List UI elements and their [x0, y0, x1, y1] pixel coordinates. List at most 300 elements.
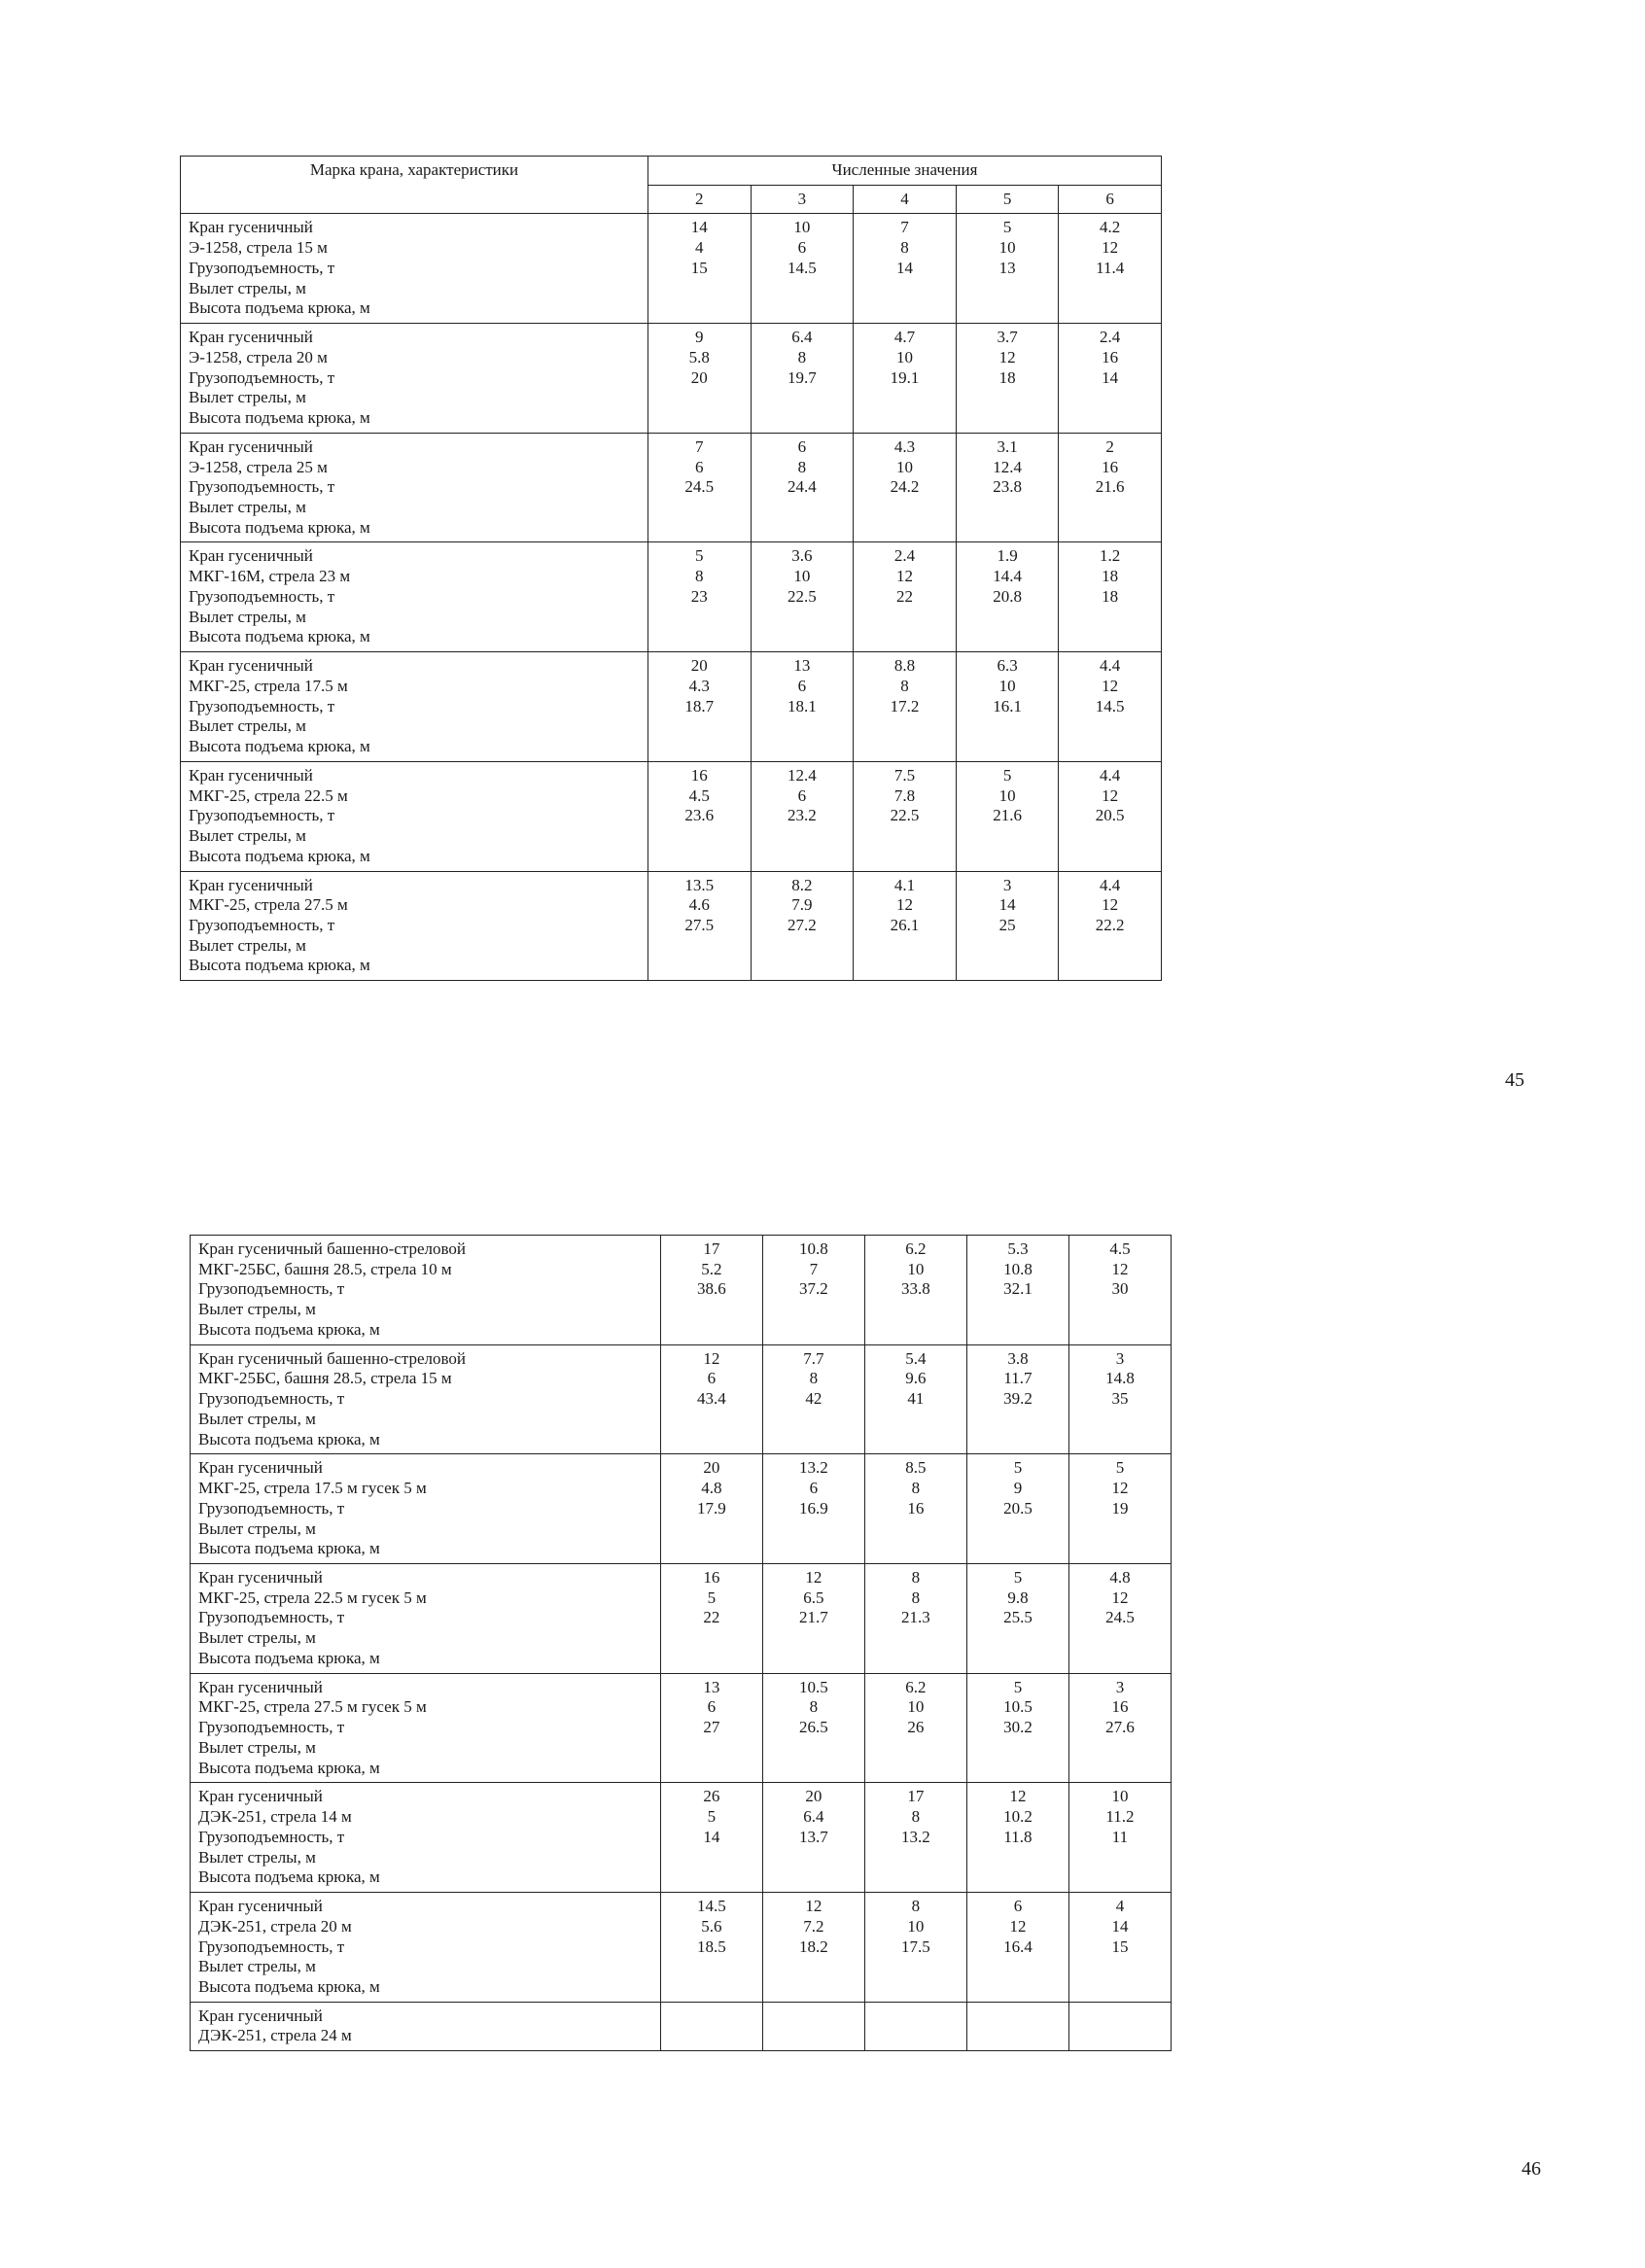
value: 14 [998, 895, 1016, 915]
description-line: Грузоподъемность, т [189, 367, 335, 387]
value: 8 [695, 567, 704, 586]
value: 18 [998, 367, 1016, 387]
value-cell [1059, 652, 1162, 762]
description-line: Высота подъема крюка, м [198, 1648, 380, 1667]
value-cell [854, 324, 957, 434]
value: 3.6 [791, 546, 813, 566]
value: 16 [703, 1568, 720, 1588]
value-cell [854, 652, 957, 762]
value-cell [762, 2002, 864, 2050]
description-line: Высота подъема крюка, м [189, 408, 370, 428]
value-cell [966, 1893, 1068, 2003]
value: 12 [1111, 1588, 1129, 1607]
description-line: Кран гусеничный [189, 546, 313, 566]
value: 22 [703, 1608, 720, 1627]
value: 2 [1105, 436, 1114, 456]
description-line: МКГ-25БС, башня 28.5, стрела 15 м [198, 1369, 452, 1388]
value: 12 [1102, 785, 1119, 805]
value: 4.8 [701, 1479, 722, 1498]
value: 27.5 [684, 915, 715, 934]
header-numeric-values: Численные значения [648, 157, 1161, 186]
crane-row [191, 1344, 1172, 1454]
description-line: Кран гусеничный [198, 2006, 323, 2025]
value: 5.2 [701, 1259, 722, 1278]
value: 6 [707, 1369, 717, 1388]
value: 2.4 [893, 546, 916, 566]
description-line: МКГ-25, стрела 17.5 м [189, 676, 348, 695]
value: 43.4 [697, 1389, 726, 1409]
value-cell [648, 652, 751, 762]
value: 14 [1111, 1916, 1129, 1936]
value: 10 [793, 218, 811, 237]
value: 7.5 [893, 765, 916, 785]
value-cell [1068, 2002, 1171, 2050]
value: 10.8 [799, 1239, 828, 1258]
value: 10 [998, 676, 1016, 695]
value: 5 [1115, 1458, 1125, 1478]
crane-row [181, 542, 1162, 652]
description-line: Вылет стрелы, м [189, 278, 306, 297]
value-cell [660, 1893, 762, 2003]
value: 4.5 [688, 785, 710, 805]
value: 6 [1013, 1897, 1023, 1916]
value-cell [1068, 1893, 1171, 2003]
value: 19.1 [890, 367, 920, 387]
description-line: Кран гусеничный [198, 1677, 323, 1696]
description-line: МКГ-25, стрела 17.5 м гусек 5 м [198, 1479, 427, 1498]
value: 8 [809, 1697, 819, 1717]
crane-description [191, 1783, 661, 1893]
crane-row [191, 1564, 1172, 1674]
value: 23.8 [993, 477, 1022, 497]
value: 9.6 [905, 1369, 927, 1388]
value: 6 [797, 238, 807, 258]
description-line: ДЭК-251, стрела 24 м [198, 2026, 352, 2045]
value: 4.1 [893, 875, 916, 894]
crane-table-b [190, 1235, 1172, 2051]
value: 5.8 [688, 347, 710, 366]
description-line: Вылет стрелы, м [189, 716, 306, 736]
value: 20 [690, 367, 708, 387]
value: 5.4 [905, 1348, 927, 1368]
value: 12 [1102, 676, 1119, 695]
value: 13.7 [799, 1827, 828, 1846]
value-cell [966, 1564, 1068, 1674]
value: 8 [900, 238, 909, 258]
crane-description [181, 871, 648, 981]
value: 5 [1013, 1458, 1023, 1478]
description-line: Высота подъема крюка, м [189, 956, 370, 975]
value-cell [660, 1236, 762, 1345]
value: 16.9 [799, 1498, 828, 1518]
value-cell [751, 652, 854, 762]
value: 24.4 [788, 477, 817, 497]
value: 6 [707, 1697, 717, 1717]
value: 8 [911, 1807, 921, 1827]
value: 11 [1111, 1827, 1129, 1846]
value: 5 [707, 1588, 717, 1607]
value-cell [966, 1673, 1068, 1783]
value: 10 [998, 238, 1016, 258]
value: 7.7 [803, 1348, 824, 1368]
value: 23 [690, 586, 708, 606]
description-line: Кран гусеничный башенно-стреловой [198, 1348, 467, 1368]
crane-description [181, 652, 648, 762]
value: 16.1 [993, 696, 1022, 715]
value: 7.8 [893, 785, 916, 805]
value-cell [864, 1783, 966, 1893]
value-cell [751, 324, 854, 434]
value-cell [648, 214, 751, 324]
value: 24.5 [1105, 1608, 1135, 1627]
crane-row [181, 433, 1162, 542]
crane-row [191, 1454, 1172, 1564]
crane-row [181, 214, 1162, 324]
value: 6 [797, 436, 807, 456]
value: 12 [1009, 1916, 1027, 1936]
value: 10.5 [799, 1677, 828, 1696]
crane-table-a [180, 156, 1162, 981]
header-col-3: 3 [751, 185, 854, 214]
value-cell [864, 1893, 966, 2003]
value: 25 [998, 915, 1016, 934]
crane-description [191, 1564, 661, 1674]
crane-description [191, 1344, 661, 1454]
crane-row [181, 761, 1162, 871]
value: 18.5 [697, 1937, 726, 1956]
description-line: Кран гусеничный [189, 656, 313, 676]
description-line: Грузоподъемность, т [189, 258, 335, 277]
description-line: Вылет стрелы, м [198, 1847, 316, 1867]
value-cell [864, 1673, 966, 1783]
description-line: Высота подъема крюка, м [198, 1319, 380, 1339]
value: 4.4 [1100, 656, 1121, 676]
value: 12 [1111, 1259, 1129, 1278]
value: 8 [797, 347, 807, 366]
value: 26 [703, 1787, 720, 1806]
value: 22.5 [788, 586, 817, 606]
value-cell [1068, 1236, 1171, 1345]
value: 32.1 [1003, 1279, 1032, 1299]
value: 7 [900, 218, 909, 237]
value: 42 [805, 1389, 822, 1409]
value-cell [966, 2002, 1068, 2050]
value: 18.7 [684, 696, 715, 715]
description-line: Вылет стрелы, м [189, 388, 306, 407]
description-line: Кран гусеничный [198, 1787, 323, 1806]
value: 2.4 [1100, 328, 1121, 347]
value-cell [864, 1236, 966, 1345]
value: 4.7 [893, 328, 916, 347]
value: 27.6 [1105, 1718, 1135, 1737]
value: 1.9 [997, 546, 1018, 566]
description-line: Вылет стрелы, м [189, 826, 306, 846]
value: 11.7 [1003, 1369, 1032, 1388]
value-cell [648, 761, 751, 871]
value: 14.5 [1095, 696, 1125, 715]
value: 9 [695, 328, 704, 347]
value: 12 [998, 347, 1016, 366]
value: 16 [1102, 347, 1119, 366]
value-cell [854, 542, 957, 652]
value: 16 [1111, 1697, 1129, 1717]
value: 12 [1102, 238, 1119, 258]
value: 10 [998, 785, 1016, 805]
description-line: Высота подъема крюка, м [189, 517, 370, 537]
value: 16.4 [1003, 1937, 1032, 1956]
value: 20 [690, 656, 708, 676]
value-cell [660, 1344, 762, 1454]
value: 3.1 [997, 436, 1018, 456]
value: 13.2 [901, 1827, 930, 1846]
value: 4.4 [1100, 875, 1121, 894]
value: 33.8 [901, 1279, 930, 1299]
value: 10 [907, 1259, 925, 1278]
value: 17 [703, 1239, 720, 1258]
description-line: Высота подъема крюка, м [189, 737, 370, 756]
crane-table-page-45 [180, 156, 1162, 981]
value-cell [762, 1344, 864, 1454]
value: 5 [1002, 218, 1012, 237]
value: 12 [895, 567, 913, 586]
value: 5 [1013, 1677, 1023, 1696]
value: 6.4 [791, 328, 813, 347]
crane-row [181, 871, 1162, 981]
description-line: ДЭК-251, стрела 14 м [198, 1807, 352, 1827]
description-line: Грузоподъемность, т [189, 915, 335, 934]
value: 12.4 [993, 457, 1022, 476]
value: 21.6 [993, 806, 1022, 825]
value: 10 [895, 347, 913, 366]
crane-row [191, 2002, 1172, 2050]
value: 19.7 [788, 367, 817, 387]
value-cell [956, 652, 1059, 762]
value: 21.6 [1095, 477, 1125, 497]
value-cell [864, 2002, 966, 2050]
description-line: Грузоподъемность, т [198, 1389, 345, 1409]
value: 6 [809, 1479, 819, 1498]
value: 22.5 [890, 806, 920, 825]
description-line: Высота подъема крюка, м [198, 1976, 380, 1996]
value: 14.5 [788, 258, 817, 277]
value: 7 [695, 436, 704, 456]
value: 18.1 [788, 696, 817, 715]
description-line: Грузоподъемность, т [198, 1718, 345, 1737]
value: 27.2 [788, 915, 817, 934]
description-line: Э-1258, стрела 15 м [189, 238, 328, 258]
value: 26 [907, 1718, 925, 1737]
value-cell [1059, 433, 1162, 542]
description-line: Вылет стрелы, м [189, 607, 306, 626]
value-cell [1059, 761, 1162, 871]
value: 4.3 [688, 676, 710, 695]
description-line: Вылет стрелы, м [198, 1628, 316, 1648]
value: 7.9 [791, 895, 813, 915]
value: 4.2 [1100, 218, 1121, 237]
value: 3.8 [1007, 1348, 1029, 1368]
value: 6.3 [997, 656, 1018, 676]
value: 12 [805, 1568, 822, 1588]
value: 8 [911, 1897, 921, 1916]
value-cell [648, 324, 751, 434]
value: 4.6 [688, 895, 710, 915]
value: 13.5 [684, 875, 715, 894]
description-line: Кран гусеничный [189, 436, 313, 456]
crane-description [191, 2002, 661, 2050]
value: 6 [797, 785, 807, 805]
value-cell [751, 761, 854, 871]
description-line: Грузоподъемность, т [189, 806, 335, 825]
value: 6 [797, 676, 807, 695]
crane-description [191, 1893, 661, 2003]
value-cell [966, 1344, 1068, 1454]
value-cell [660, 1454, 762, 1564]
description-line: МКГ-25, стрела 27.5 м гусек 5 м [198, 1697, 427, 1717]
description-line: Высота подъема крюка, м [198, 1867, 380, 1887]
value: 17 [907, 1787, 925, 1806]
value-cell [1068, 1783, 1171, 1893]
page-number-right: 46 [1522, 2158, 1541, 2180]
value-cell [660, 1673, 762, 1783]
value-cell [660, 2002, 762, 2050]
value: 8 [911, 1588, 921, 1607]
value: 25.5 [1003, 1608, 1032, 1627]
crane-description [181, 542, 648, 652]
value: 16 [907, 1498, 925, 1518]
crane-description [191, 1236, 661, 1345]
header-col-2: 2 [648, 185, 751, 214]
value: 12.4 [788, 765, 817, 785]
value: 14 [895, 258, 913, 277]
value: 15 [1111, 1937, 1129, 1956]
header-col-4: 4 [854, 185, 957, 214]
value: 8 [911, 1568, 921, 1588]
value: 16 [690, 765, 708, 785]
value: 13 [793, 656, 811, 676]
description-line: Кран гусеничный [189, 875, 313, 894]
value: 10.2 [1003, 1807, 1032, 1827]
value: 21.7 [799, 1608, 828, 1627]
value-cell [751, 542, 854, 652]
description-line: Грузоподъемность, т [198, 1498, 345, 1518]
value: 16 [1102, 457, 1119, 476]
value: 4.4 [1100, 765, 1121, 785]
value: 8.8 [893, 656, 916, 676]
description-line: Вылет стрелы, м [189, 935, 306, 955]
value: 12 [895, 895, 913, 915]
value-cell [956, 542, 1059, 652]
value: 4 [695, 238, 704, 258]
value-cell [956, 871, 1059, 981]
value: 19 [1111, 1498, 1129, 1518]
value: 12 [1009, 1787, 1027, 1806]
description-line: Вылет стрелы, м [198, 1957, 316, 1976]
value: 10 [907, 1697, 925, 1717]
value-cell [854, 433, 957, 542]
value-cell [956, 761, 1059, 871]
value: 3.7 [997, 328, 1018, 347]
value: 24.5 [684, 477, 715, 497]
description-line: Кран гусеничный [198, 1897, 323, 1916]
value: 7.2 [803, 1916, 824, 1936]
description-line: Высота подъема крюка, м [198, 1429, 380, 1448]
value-cell [854, 761, 957, 871]
value-cell [956, 433, 1059, 542]
crane-table-page-46 [190, 1235, 1172, 2051]
description-line: Высота подъема крюка, м [189, 627, 370, 646]
value: 17.5 [901, 1937, 930, 1956]
description-line: Грузоподъемность, т [198, 1608, 345, 1627]
description-line: МКГ-25, стрела 22.5 м гусек 5 м [198, 1588, 427, 1607]
value: 23.6 [684, 806, 715, 825]
value-cell [956, 324, 1059, 434]
description-line: Вылет стрелы, м [198, 1409, 316, 1428]
value: 20.8 [993, 586, 1022, 606]
crane-row [191, 1783, 1172, 1893]
value: 8 [797, 457, 807, 476]
description-line: Грузоподъемность, т [198, 1827, 345, 1846]
description-line: Кран гусеничный [189, 218, 313, 237]
value-cell [648, 433, 751, 542]
value: 8.5 [905, 1458, 927, 1478]
value: 18 [1102, 586, 1119, 606]
description-line: Кран гусеничный [198, 1568, 323, 1588]
description-line: Вылет стрелы, м [198, 1518, 316, 1538]
crane-description [181, 433, 648, 542]
description-line: МКГ-25, стрела 27.5 м [189, 895, 348, 915]
value: 11.8 [1003, 1827, 1032, 1846]
value: 10 [907, 1916, 925, 1936]
value-cell [762, 1783, 864, 1893]
crane-row [191, 1673, 1172, 1783]
value: 8 [900, 676, 909, 695]
crane-description [181, 324, 648, 434]
crane-row [191, 1236, 1172, 1345]
description-line: Э-1258, стрела 25 м [189, 457, 328, 476]
description-line: Кран гусеничный башенно-стреловой [198, 1239, 467, 1258]
value: 5 [1002, 765, 1012, 785]
value: 3 [1115, 1677, 1125, 1696]
value: 13 [998, 258, 1016, 277]
description-line: Кран гусеничный [189, 765, 313, 785]
value-cell [1059, 542, 1162, 652]
value: 1.2 [1100, 546, 1121, 566]
value: 20 [703, 1458, 720, 1478]
value: 17.2 [890, 696, 920, 715]
value-cell [1068, 1673, 1171, 1783]
value-cell [762, 1564, 864, 1674]
value-cell [762, 1454, 864, 1564]
value: 10.8 [1003, 1259, 1032, 1278]
crane-description [191, 1673, 661, 1783]
value: 14 [690, 218, 708, 237]
value: 12 [1102, 895, 1119, 915]
value-cell [854, 214, 957, 324]
value: 5 [695, 546, 704, 566]
value-cell [956, 214, 1059, 324]
crane-description [191, 1454, 661, 1564]
value: 6 [695, 457, 704, 476]
value-cell [660, 1783, 762, 1893]
description-line: Вылет стрелы, м [198, 1300, 316, 1319]
value: 22.2 [1095, 915, 1125, 934]
description-line: Э-1258, стрела 20 м [189, 347, 328, 366]
value-cell [864, 1564, 966, 1674]
description-line: Высота подъема крюка, м [198, 1539, 380, 1558]
value: 3 [1002, 875, 1012, 894]
value: 22 [895, 586, 913, 606]
description-line: МКГ-16М, стрела 23 м [189, 567, 351, 586]
